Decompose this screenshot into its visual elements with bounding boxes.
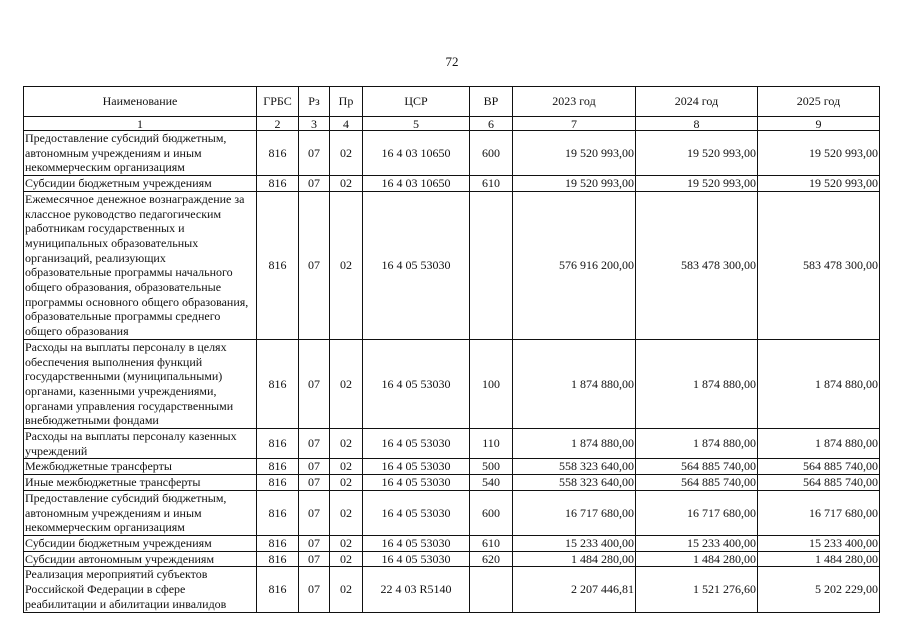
cell-pr: 02 [330, 429, 363, 459]
cell-2024: 564 885 740,00 [636, 475, 758, 491]
cell-2025: 1 874 880,00 [758, 429, 880, 459]
table-row [24, 490, 880, 535]
cell-2024: 583 478 300,00 [636, 191, 758, 339]
header-rz: Рз [299, 87, 330, 117]
cell-grbs: 816 [257, 176, 299, 192]
table-body [24, 131, 880, 613]
cell-name: Субсидии автономным учреждениям [24, 551, 257, 567]
cell-2025: 19 520 993,00 [758, 131, 880, 176]
cell-rz: 07 [299, 131, 330, 176]
cell-2025: 1 484 280,00 [758, 551, 880, 567]
cell-pr: 02 [330, 567, 363, 612]
cell-csr: 16 4 05 53030 [363, 551, 470, 567]
cell-csr: 16 4 05 53030 [363, 339, 470, 428]
column-number: 9 [758, 117, 880, 131]
column-number: 8 [636, 117, 758, 131]
cell-2024: 15 233 400,00 [636, 535, 758, 551]
cell-csr: 16 4 05 53030 [363, 475, 470, 491]
cell-name: Субсидии бюджетным учреждениям [24, 176, 257, 192]
cell-2024: 1 874 880,00 [636, 429, 758, 459]
table-row [24, 339, 880, 428]
cell-2023: 16 717 680,00 [513, 490, 636, 535]
column-number: 6 [470, 117, 513, 131]
cell-2023: 1 484 280,00 [513, 551, 636, 567]
header-2023: 2023 год [513, 87, 636, 117]
cell-rz: 07 [299, 339, 330, 428]
cell-2025: 19 520 993,00 [758, 176, 880, 192]
cell-csr: 16 4 05 53030 [363, 490, 470, 535]
cell-vr: 110 [470, 429, 513, 459]
column-number: 5 [363, 117, 470, 131]
cell-rz: 07 [299, 551, 330, 567]
cell-vr: 620 [470, 551, 513, 567]
cell-vr: 610 [470, 535, 513, 551]
cell-pr: 02 [330, 459, 363, 475]
cell-2025: 1 874 880,00 [758, 339, 880, 428]
cell-2025: 15 233 400,00 [758, 535, 880, 551]
cell-2025: 564 885 740,00 [758, 459, 880, 475]
cell-2024: 1 521 276,60 [636, 567, 758, 612]
cell-grbs: 816 [257, 131, 299, 176]
cell-rz: 07 [299, 567, 330, 612]
table-row [24, 551, 880, 567]
cell-rz: 07 [299, 459, 330, 475]
cell-name: Иные межбюджетные трансферты [24, 475, 257, 491]
cell-name: Предоставление субсидий бюджетным, автономным учреждениям и иным некоммерческим организациям [24, 131, 257, 176]
cell-2023: 558 323 640,00 [513, 459, 636, 475]
budget-table [23, 86, 880, 613]
cell-vr: 600 [470, 131, 513, 176]
cell-grbs: 816 [257, 339, 299, 428]
table-row [24, 191, 880, 339]
table-row [24, 429, 880, 459]
column-number: 7 [513, 117, 636, 131]
cell-name: Субсидии бюджетным учреждениям [24, 535, 257, 551]
cell-csr: 16 4 03 10650 [363, 131, 470, 176]
cell-vr [470, 567, 513, 612]
header-row [24, 87, 880, 117]
cell-2023: 1 874 880,00 [513, 429, 636, 459]
header-vr: ВР [470, 87, 513, 117]
cell-grbs: 816 [257, 490, 299, 535]
cell-name: Реализация мероприятий субъектов Российской Федерации в сфере реабилитации и абилитации инвалидов [24, 567, 257, 612]
cell-name: Предоставление субсидий бюджетным, автономным учреждениям и иным некоммерческим организациям [24, 490, 257, 535]
cell-pr: 02 [330, 339, 363, 428]
cell-grbs: 816 [257, 475, 299, 491]
cell-pr: 02 [330, 191, 363, 339]
cell-2024: 19 520 993,00 [636, 176, 758, 192]
cell-csr: 16 4 05 53030 [363, 191, 470, 339]
cell-rz: 07 [299, 429, 330, 459]
table-row [24, 176, 880, 192]
cell-pr: 02 [330, 535, 363, 551]
cell-csr: 16 4 05 53030 [363, 429, 470, 459]
cell-vr: 600 [470, 490, 513, 535]
cell-vr: 540 [470, 475, 513, 491]
cell-2023: 1 874 880,00 [513, 339, 636, 428]
cell-2024: 564 885 740,00 [636, 459, 758, 475]
cell-2024: 19 520 993,00 [636, 131, 758, 176]
cell-2023: 2 207 446,81 [513, 567, 636, 612]
cell-name: Расходы на выплаты персоналу в целях обеспечения выполнения функций государственными (муниципальными) органами, казенными учреждениями, органами управления государственными внебюджетными фондами [24, 339, 257, 428]
column-number: 4 [330, 117, 363, 131]
cell-rz: 07 [299, 191, 330, 339]
table-row [24, 131, 880, 176]
table-row [24, 459, 880, 475]
header-csr: ЦСР [363, 87, 470, 117]
cell-2023: 576 916 200,00 [513, 191, 636, 339]
cell-vr [470, 191, 513, 339]
cell-2025: 5 202 229,00 [758, 567, 880, 612]
cell-rz: 07 [299, 176, 330, 192]
cell-rz: 07 [299, 475, 330, 491]
cell-2025: 564 885 740,00 [758, 475, 880, 491]
cell-2024: 1 874 880,00 [636, 339, 758, 428]
table-row [24, 567, 880, 612]
cell-2025: 16 717 680,00 [758, 490, 880, 535]
cell-grbs: 816 [257, 535, 299, 551]
cell-rz: 07 [299, 490, 330, 535]
table-row [24, 535, 880, 551]
cell-grbs: 816 [257, 567, 299, 612]
cell-csr: 16 4 05 53030 [363, 535, 470, 551]
cell-grbs: 816 [257, 429, 299, 459]
header-grbs: ГРБС [257, 87, 299, 117]
cell-csr: 22 4 03 R5140 [363, 567, 470, 612]
cell-name: Расходы на выплаты персоналу казенных учреждений [24, 429, 257, 459]
cell-pr: 02 [330, 176, 363, 192]
column-number: 2 [257, 117, 299, 131]
cell-pr: 02 [330, 551, 363, 567]
column-number: 3 [299, 117, 330, 131]
cell-grbs: 816 [257, 459, 299, 475]
cell-name: Ежемесячное денежное вознаграждение за классное руководство педагогическим работникам государственных и муниципальных образовательных организаций, реализующих образовательные программы начального общего образования, образовательные программы основного общего образования, образовательные программы среднего общего образования [24, 191, 257, 339]
cell-pr: 02 [330, 131, 363, 176]
cell-2025: 583 478 300,00 [758, 191, 880, 339]
header-name: Наименование [24, 87, 257, 117]
cell-vr: 610 [470, 176, 513, 192]
cell-2023: 19 520 993,00 [513, 176, 636, 192]
cell-pr: 02 [330, 475, 363, 491]
cell-vr: 500 [470, 459, 513, 475]
header-2025: 2025 год [758, 87, 880, 117]
table-row [24, 475, 880, 491]
cell-2024: 16 717 680,00 [636, 490, 758, 535]
cell-name: Межбюджетные трансферты [24, 459, 257, 475]
cell-pr: 02 [330, 490, 363, 535]
cell-csr: 16 4 03 10650 [363, 176, 470, 192]
cell-rz: 07 [299, 535, 330, 551]
cell-grbs: 816 [257, 551, 299, 567]
cell-vr: 100 [470, 339, 513, 428]
cell-csr: 16 4 05 53030 [363, 459, 470, 475]
header-pr: Пр [330, 87, 363, 117]
page-number: 72 [445, 54, 459, 69]
header-2024: 2024 год [636, 87, 758, 117]
cell-2023: 15 233 400,00 [513, 535, 636, 551]
column-number-row [24, 117, 880, 131]
column-number: 1 [24, 117, 257, 131]
cell-2023: 19 520 993,00 [513, 131, 636, 176]
cell-2023: 558 323 640,00 [513, 475, 636, 491]
cell-2024: 1 484 280,00 [636, 551, 758, 567]
cell-grbs: 816 [257, 191, 299, 339]
